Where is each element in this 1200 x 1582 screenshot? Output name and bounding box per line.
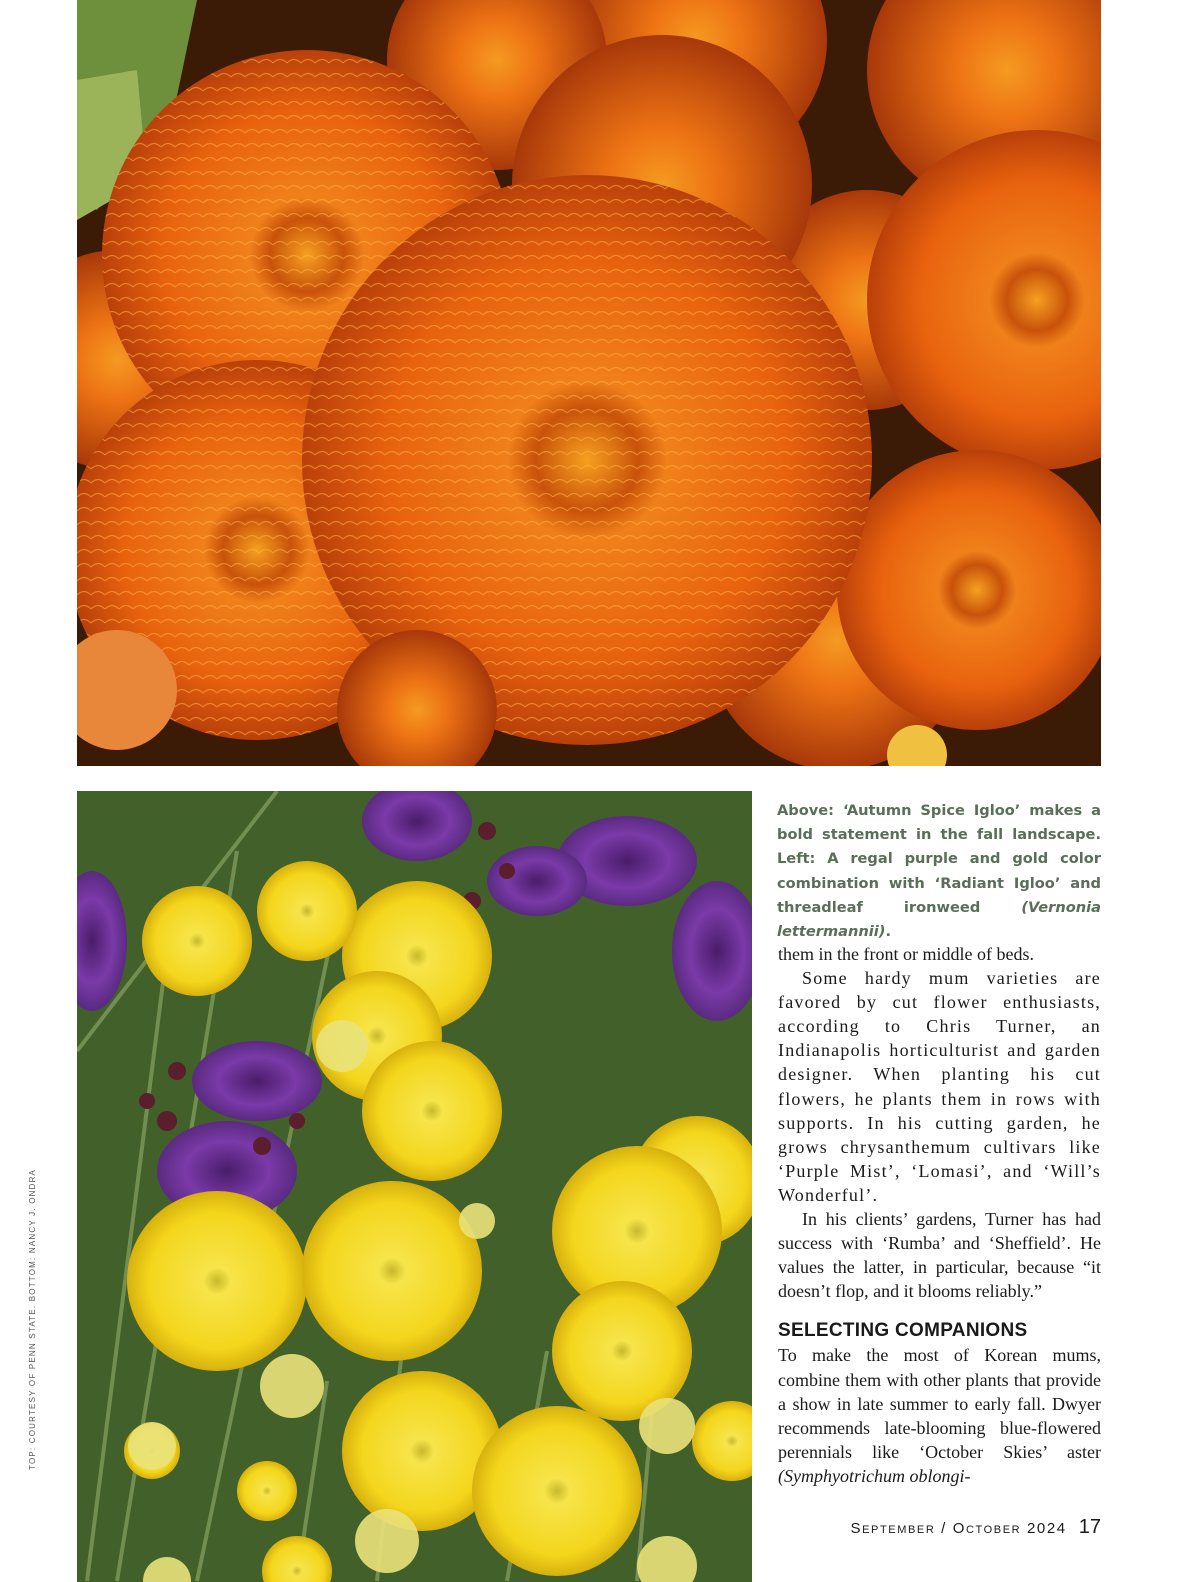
issue-date: September / October 2024 <box>850 1520 1067 1537</box>
paragraph-text: To make the most of Korean mums, combine them with other plants that provide a show in late summer to early fall. Dwyer recommends late-blooming blue-flowered perennials like ‘October Skies’ aster <box>778 1345 1101 1462</box>
photo-orange-mums <box>77 0 1101 766</box>
article-paragraph: them in the front or middle of beds. <box>778 944 1034 964</box>
photo-caption <box>777 799 1101 944</box>
caption-end: . <box>885 923 892 941</box>
section-subhead: SELECTING COMPANIONS <box>778 1320 1028 1342</box>
article-paragraph <box>778 1343 1101 1488</box>
article-paragraph: Some hardy mum varieties are favored by cut flower enthusiasts, according to Chris Turner, an Indianapolis horticulturist and garden designer. When planting his cut flowers, he plants them in rows with supports. In his cutting garden, he grows chrysanthemum cultivars like ‘Purple Mist’, ‘Lomasi’, and ‘Will’s Wonderful’. <box>778 968 1101 1205</box>
article-body <box>778 942 1101 1488</box>
caption-botanical-name: (Vernonia lettermannii) <box>777 898 1101 941</box>
botanical-name: (Symphyotrichum oblongi- <box>778 1465 971 1486</box>
page-folio <box>850 1516 1101 1539</box>
caption-text: Above: ‘Autumn Spice Igloo’ makes a bold statement in the fall landscape. Left: A regal purple and gold color combination with ‘Radiant Igloo’ and threadleaf ironweed <box>777 802 1101 916</box>
article-paragraph: In his clients’ gardens, Turner has had success with ‘Rumba’ and ‘Sheffield’. He values the latter, in particular, because “it doesn’t flop, and it blooms reliably.” <box>778 1209 1101 1302</box>
yellow-mums-illustration <box>77 791 752 1582</box>
page-number: 17 <box>1078 1516 1101 1538</box>
photo-credit: TOP: COURTESY OF PENN STATE. BOTTOM: NANCY J. ONDRA <box>28 1168 37 1470</box>
photo-yellow-mums-ironweed <box>77 791 752 1582</box>
orange-mums-illustration <box>77 0 1101 766</box>
